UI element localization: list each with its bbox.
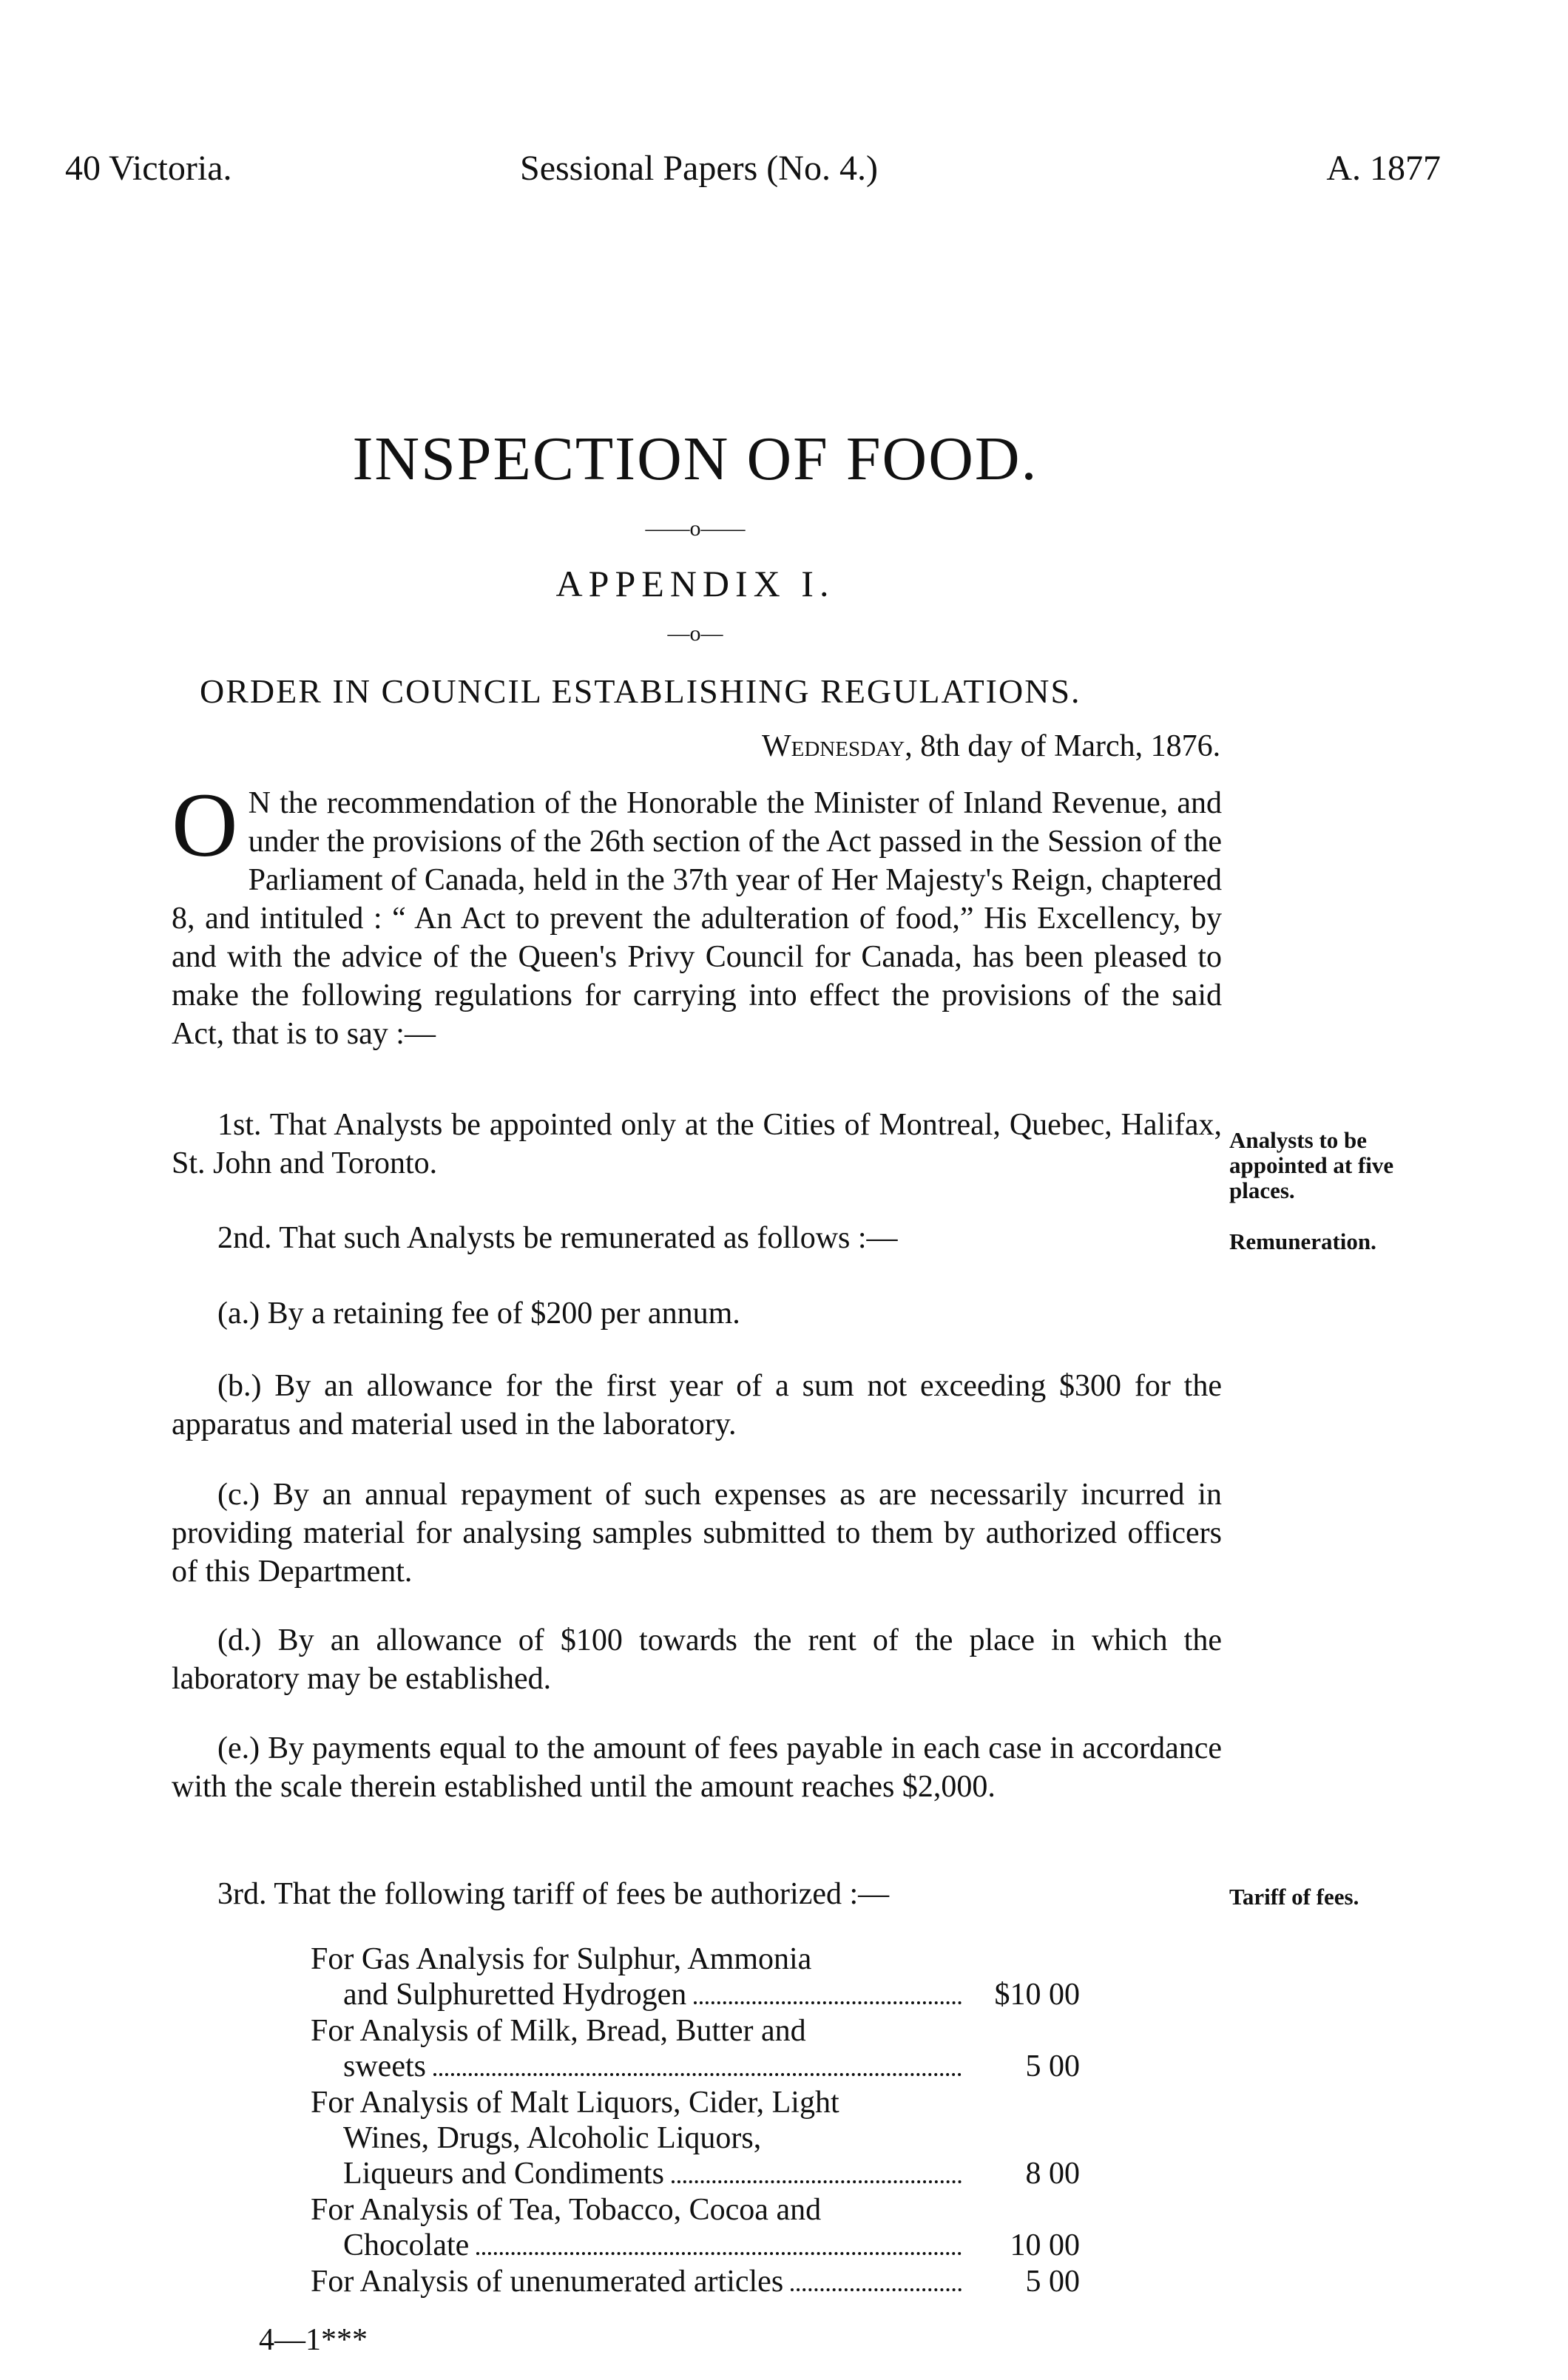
paragraph-b: (b.) By an allowance for the first year of a sum not exceeding $300 for the apparatus and material used in the laboratory. (172, 1369, 1222, 1441)
paragraph-e: (e.) By payments equal to the amount of fees payable in each case in accordance with the scale therein established until the amount reaches $2,000. (172, 1731, 1222, 1804)
running-head (65, 148, 1441, 200)
paragraph-c: (c.) By an annual repayment of such expenses as are necessarily incurred in providing material for analysing samples submitted to them by authorized officers of this Department. (172, 1478, 1222, 1589)
fee-amount: 10 00 (1010, 2228, 1080, 2262)
paragraph-a: (a.) By a retaining fee of $200 per annum. (217, 1297, 740, 1331)
fee-item (311, 2085, 1080, 2192)
fee-description: For Analysis of Malt Liquors, Cider, Light (311, 2086, 839, 2120)
appendix-heading: APPENDIX I. (555, 563, 835, 604)
running-head-left: 40 Victoria. (65, 149, 232, 188)
page-title: INSPECTION OF FOOD. (352, 425, 1038, 493)
margin-note-analysts: Analysts to be appointed at five places. (1229, 1127, 1394, 1203)
intro-text: N the recommendation of the Honorable the Minister of Inland Revenue, and under the provisions of the 26th section of the Act passed in the Session of the Parliament of Canada, held in the 37th year of Her Majesty's Reign, chaptered 8, and intituled : “ An Act to prevent the adulteration of food,” His Excellency, by and with the advice of the Queen's Privy Council for Canada, has been pleased to make the following regulations for carrying into effect the provisions of the said Act, that is to say :— (172, 786, 1222, 1051)
paragraph-third: 3rd. That the following tariff of fees be authorized :— (217, 1877, 890, 1911)
section-rule-short: —o— (667, 621, 723, 646)
fee-item (311, 2013, 1080, 2085)
fee-amount: $10 00 (994, 1978, 1080, 2012)
date-rest: , 8th day of March, 1876. (905, 729, 1221, 763)
fee-table (311, 1941, 1080, 2300)
date-line (762, 728, 1220, 764)
paragraph-first: 1st. That Analysts be appointed only at the Cities of Montreal, Quebec, Halifax, St. John and Toronto. (172, 1108, 1222, 1180)
fee-item (311, 2264, 1080, 2300)
dot-leader (694, 2001, 962, 2004)
fee-item (311, 2192, 1080, 2264)
fee-description: For Analysis of Milk, Bread, Butter and (311, 2014, 806, 2048)
fee-description: For Analysis of Tea, Tobacco, Cocoa and (311, 2193, 822, 2227)
margin-note-tariff: Tariff of fees. (1229, 1884, 1359, 1910)
date-weekday: Wednesday (762, 729, 905, 763)
fee-description-cont: sweets (343, 2049, 426, 2083)
fee-amount: 5 00 (1025, 2049, 1080, 2083)
paragraph-second: 2nd. That such Analysts be remunerated as follows :— (217, 1221, 898, 1255)
dot-leader (672, 2180, 962, 2183)
fee-description: For Gas Analysis for Sulphur, Ammonia (311, 1942, 812, 1976)
running-head-center: Sessional Papers (No. 4.) (520, 149, 878, 188)
fee-item (311, 1941, 1080, 2013)
dot-leader (791, 2288, 962, 2291)
fee-amount: 5 00 (1025, 2265, 1080, 2299)
signature-mark: 4—1*** (259, 2323, 368, 2357)
intro-paragraph (172, 774, 1222, 1053)
drop-cap: O (172, 774, 238, 876)
fee-amount: 8 00 (1025, 2157, 1080, 2191)
paragraph-d: (d.) By an allowance of $100 towards the rent of the place in which the laboratory may be established. (172, 1623, 1222, 1696)
running-head-right: A. 1877 (1326, 149, 1441, 188)
margin-note-remuneration: Remuneration. (1229, 1228, 1376, 1254)
fee-description-mid: Wines, Drugs, Alcoholic Liquors, (343, 2121, 762, 2155)
fee-description-cont: and Sulphuretted Hydrogen (343, 1978, 687, 2012)
section-rule: ——o—— (645, 516, 746, 541)
fee-description: For Analysis of unenumerated articles (311, 2265, 784, 2299)
fee-description-cont: Liqueurs and Condiments (343, 2157, 664, 2191)
dot-leader (476, 2252, 962, 2255)
order-title: ORDER IN COUNCIL ESTABLISHING REGULATIONS. (200, 672, 1081, 710)
dot-leader (433, 2073, 962, 2076)
fee-description-cont: Chocolate (343, 2228, 470, 2262)
